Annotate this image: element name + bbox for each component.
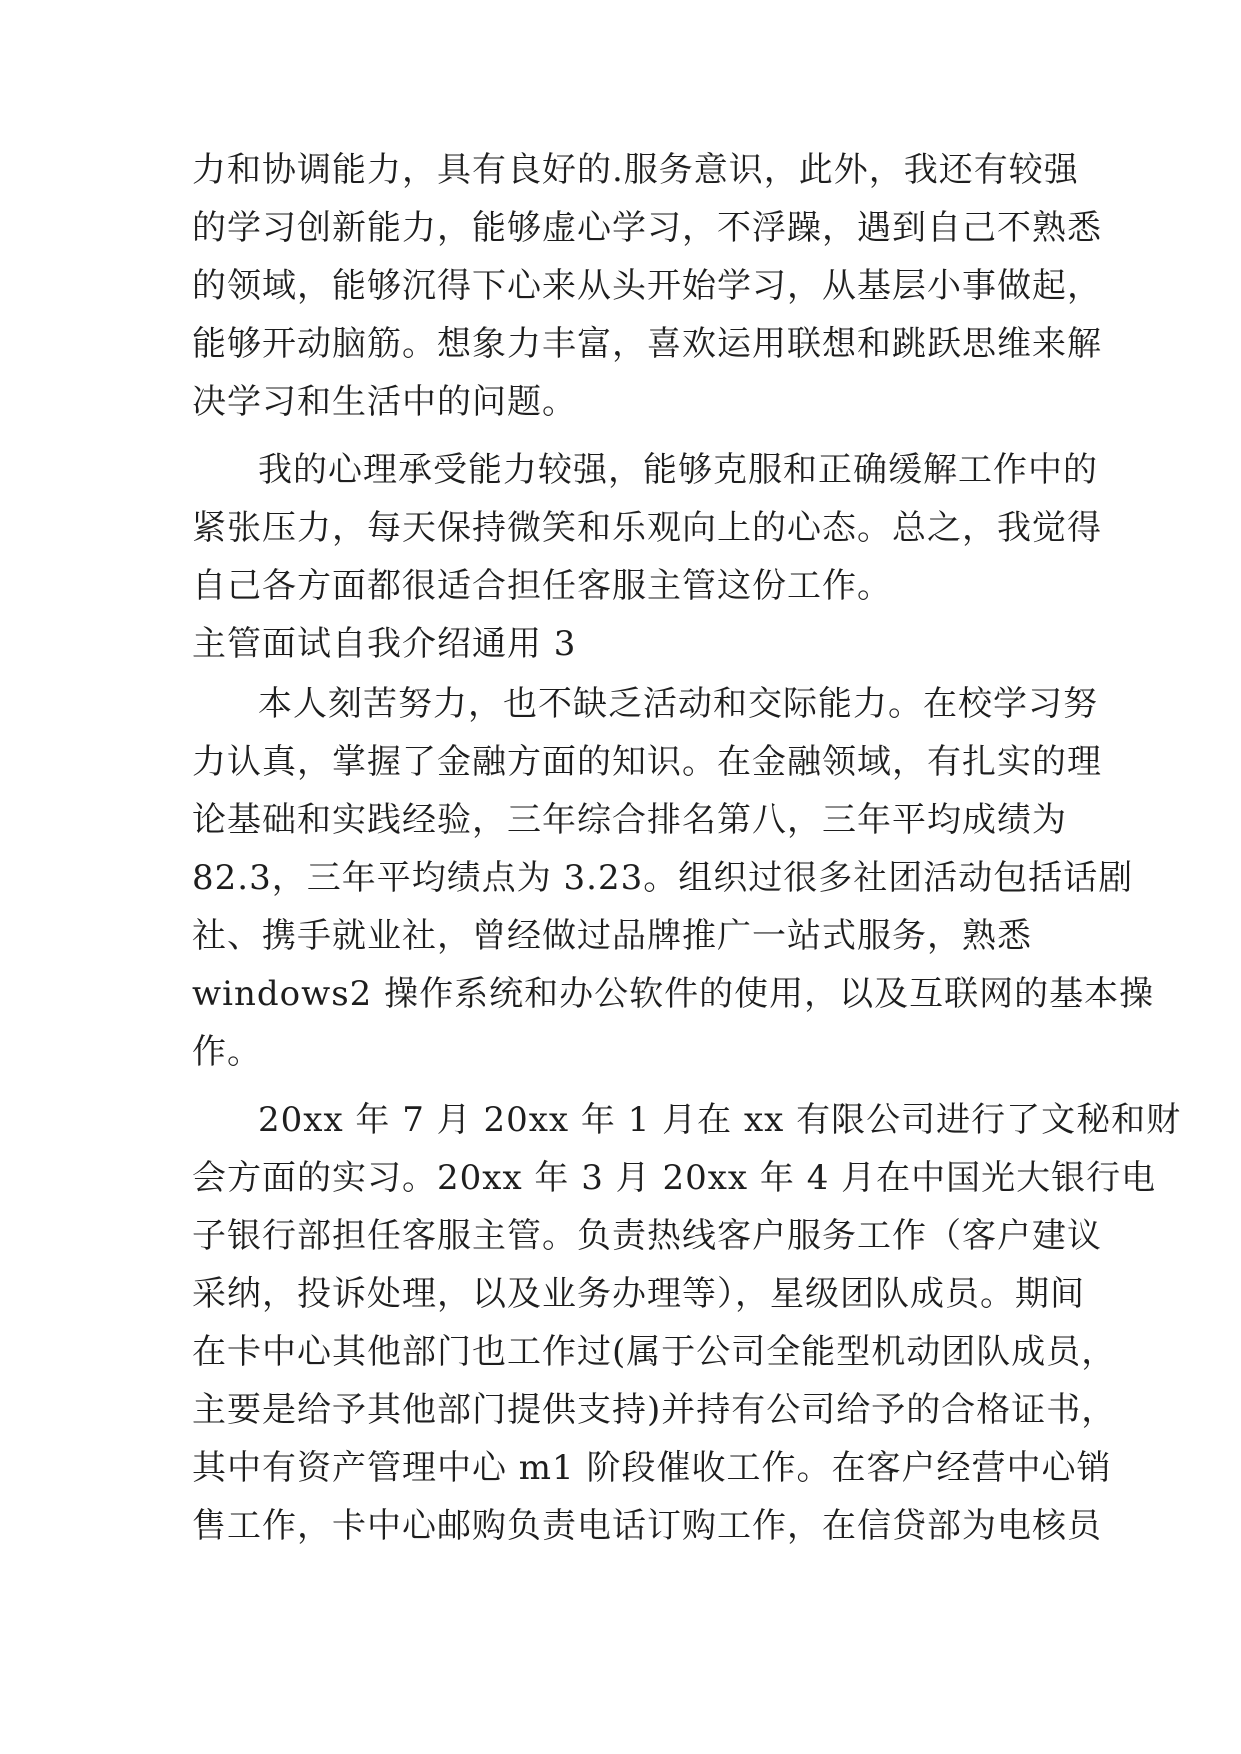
text-line: 作。 [192,1032,262,1072]
text-line: 自己各方面都很适合担任客服主管这份工作。 [192,566,892,606]
text-line: 的领域，能够沉得下心来从头开始学习，从基层小事做起， [192,266,1102,306]
text-line: 采纳，投诉处理，以及业务办理等），星级团队成员。期间 [192,1274,1085,1314]
text-line: 主要是给予其他部门提供支持)并持有公司给予的合格证书， [192,1390,1117,1430]
text-line: 本人刻苦努力，也不缺乏活动和交际能力。在校学习努 [258,684,1098,724]
section-heading: 主管面试自我介绍通用 3 [192,624,577,664]
text-line: 会方面的实习。20xx 年 3 月 20xx 年 4 月在中国光大银行电 [192,1158,1157,1198]
text-line: 社、携手就业社，曾经做过品牌推广一站式服务，熟悉 [192,916,1032,956]
text-line: 决学习和生活中的问题。 [192,382,577,422]
text-line: 紧张压力，每天保持微笑和乐观向上的心态。总之，我觉得 [192,508,1102,548]
text-line: 的学习创新能力，能够虚心学习，不浮躁，遇到自己不熟悉 [192,208,1102,248]
text-line: 子银行部担任客服主管。负责热线客户服务工作（客户建议 [192,1216,1102,1256]
text-line: 论基础和实践经验，三年综合排名第八，三年平均成绩为 [192,800,1067,840]
text-line: 在卡中心其他部门也工作过(属于公司全能型机动团队成员， [192,1332,1117,1372]
text-line: 能够开动脑筋。想象力丰富，喜欢运用联想和跳跃思维来解 [192,324,1102,364]
text-line: 82.3，三年平均绩点为 3.23。组织过很多社团活动包括话剧 [192,858,1134,898]
text-line: 其中有资产管理中心 m1 阶段催收工作。在客户经营中心销 [192,1448,1112,1488]
text-line: 20xx 年 7 月 20xx 年 1 月在 xx 有限公司进行了文秘和财 [258,1100,1182,1140]
text-line: 力和协调能力，具有良好的.服务意识，此外，我还有较强 [192,150,1079,190]
text-line: 我的心理承受能力较强，能够克服和正确缓解工作中的 [258,450,1098,490]
text-line: 售工作，卡中心邮购负责电话订购工作，在信贷部为电核员 [192,1506,1102,1546]
text-line: windows2 操作系统和办公软件的使用，以及互联网的基本操 [192,974,1155,1014]
text-line: 力认真，掌握了金融方面的知识。在金融领域，有扎实的理 [192,742,1102,782]
